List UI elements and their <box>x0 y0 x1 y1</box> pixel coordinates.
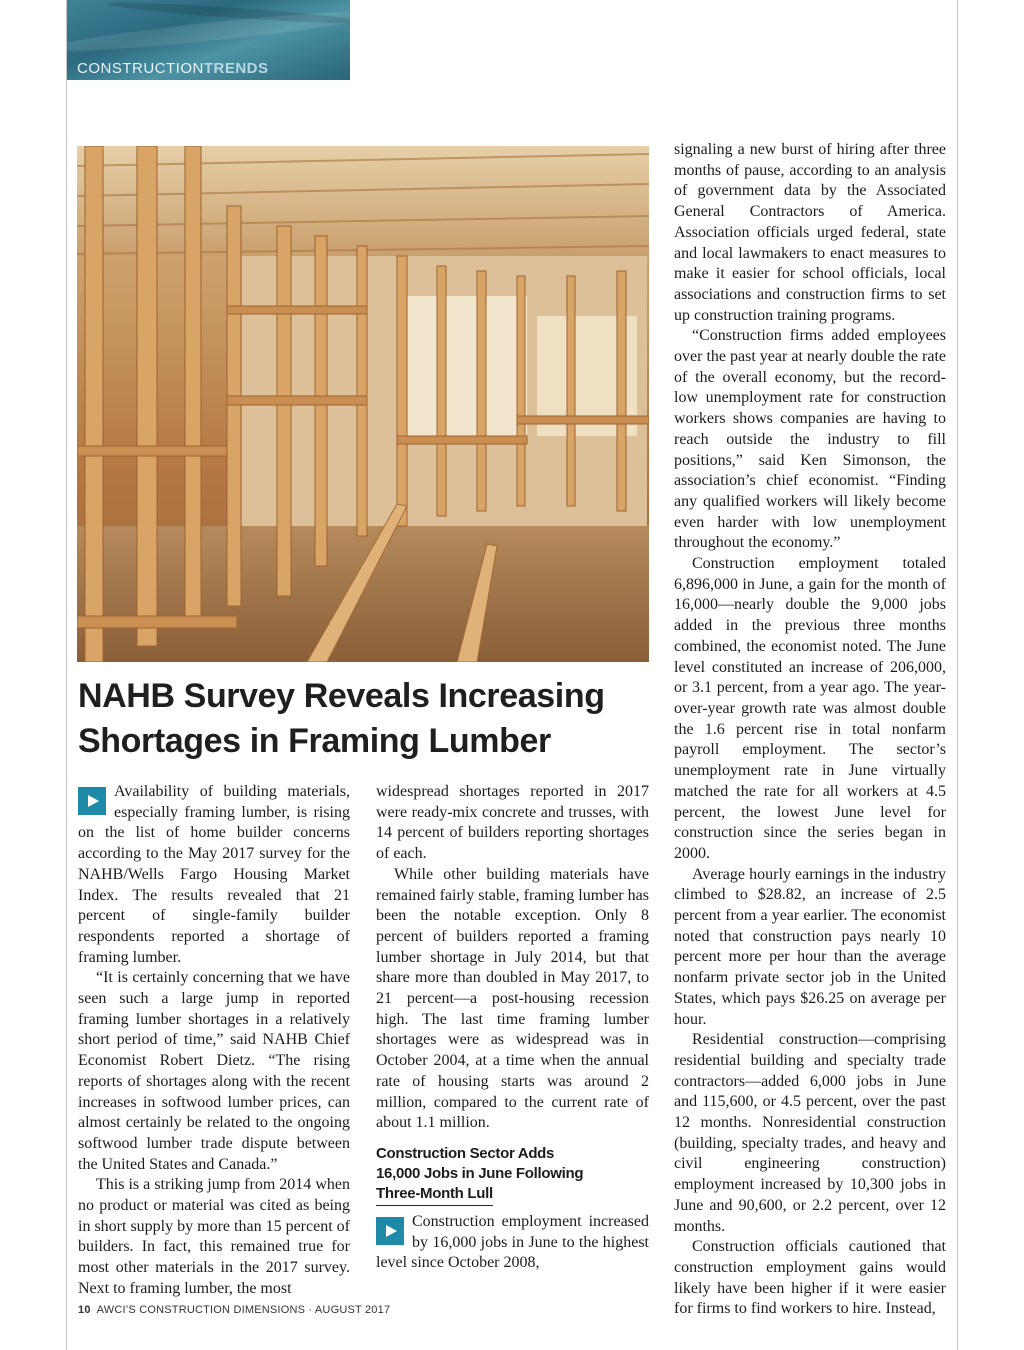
col3-paragraph-1: signaling a new burst of hiring after three months of pause, according to an analysis of government data by the Associated General Contractors of America. Association officials urged federal, state and local lawmakers to enact measures to make it easier for school officials, local associations and construction firms to set up construction training programs. <box>674 141 946 324</box>
col2-paragraph-1: widespread shortages reported in 2017 were ready-mix concrete and trusses, with 14 percent of builders reporting shortages of each. <box>376 783 649 863</box>
publication-line: AWCI’S CONSTRUCTION DIMENSIONS · AUGUST 2017 <box>96 1304 391 1316</box>
subhead-line-3: Three-Month Lull <box>376 1184 493 1206</box>
section-title-bold: TRENDS <box>203 60 269 77</box>
column-3 <box>674 140 946 1320</box>
play-icon <box>376 1217 404 1245</box>
subhead-line-2: 16,000 Jobs in June Following <box>376 1164 584 1182</box>
section-subhead <box>376 1144 649 1206</box>
col1-paragraph-3: This is a striking jump from 2014 when no product or material was cited as being in short supply by more than 15 percent of builders. In fact, this remained true for most other materials in the 2017 survey. Next to framing lumber, the most <box>78 1176 350 1297</box>
col3-paragraph-4: Average hourly earnings in the industry climbed to $28.82, an increase of 2.5 percent from a year earlier. The economist noted that construction pays nearly 10 percent more per hour than the average nonfarm private sector job in the United States, which pays $26.25 on average per hour. <box>674 865 946 1028</box>
section-title <box>77 60 269 78</box>
right-margin-rule <box>957 0 958 1350</box>
page-footer <box>78 1304 390 1316</box>
col1-paragraph-1: Availability of building materials, especially framing lumber, is rising on the list of home builder concerns according to the May 2017 survey for the NAHB/Wells Fargo Housing Market Index. The results revealed that 21 percent of single-family builder respondents reported a shortage of framing lumber. <box>78 783 350 966</box>
column-1 <box>78 782 350 1300</box>
article-headline: NAHB Survey Reveals Increasing Shortages in Framing Lumber <box>78 677 605 760</box>
col3-paragraph-5: Residential construction—comprising residential building and specialty trade contractors—added 6,000 jobs in June and 115,600, or 4.5 percent, over the past 12 months. Nonresidential construction (building, specialty trades, and heavy and civil engineering construction) employment increased by 10,300 jobs in June and 90,600, or 2.2 percent, over 12 months. <box>674 1031 946 1235</box>
left-margin-rule <box>66 0 67 1350</box>
col3-paragraph-6: Construction officials cautioned that construction employment gains would likely have been higher if it were easier for firms to find workers to hire. Instead, <box>674 1238 946 1318</box>
page-number: 10 <box>78 1304 91 1316</box>
col3-paragraph-2: “Construction firms added employees over the past year at nearly double the rate of the overall economy, but the record-low unemployment rate for construction workers shows companies are having to reach outside the industry to fill positions,” said Ken Simonson, the association’s chief economist. “Finding any qualified workers will likely become even harder with low unemployment throughout the economy.” <box>674 327 946 552</box>
col2-paragraph-3: Construction employment increased by 16,000 jobs in June to the highest level since October 2008, <box>376 1212 649 1272</box>
col2-paragraph-2: While other building materials have remained fairly stable, framing lumber has been the notable exception. Only 8 percent of builders reported a framing lumber shortage in July 2014, but that share more than doubled in May 2017, to 21 percent—a post-housing recession high. The last time framing lumber shortages were as widespread was in October 2004, at a time when the annual rate of housing starts was around 2 million, compared to the current rate of about 1.1 million. <box>376 865 649 1132</box>
col3-paragraph-3: Construction employment totaled 6,896,000 in June, a gain for the month of 16,000—nearly double the 9,000 jobs added in the previous three months combined, the economist noted. The June level constituted an increase of 206,000, or 3.1 percent, from a year ago. The year-over-year growth rate was almost double the 1.6 percent rise in total nonfarm payroll employment. The sector’s unemployment rate in June virtually matched the rate for all workers at 4.5 percent, the lowest June level for construction since the series began in 2000. <box>674 555 946 862</box>
col1-paragraph-2: “It is certainly concerning that we have seen such a large jump in reported framing lumber shortages in a relatively short period of time,” said NAHB Chief Economist Robert Dietz. “The rising reports of shortages along with the recent increases in softwood lumber prices, can almost certainly be related to the ongoing softwood lumber trade dispute between the United States and Canada.” <box>78 969 350 1173</box>
framing-photo <box>77 146 649 662</box>
section-title-light: CONSTRUCTION <box>77 60 204 77</box>
subhead-line-1: Construction Sector Adds <box>376 1144 555 1162</box>
play-icon <box>78 787 106 815</box>
column-2 <box>376 782 649 1274</box>
section-banner <box>67 0 350 80</box>
framing-photo-illustration <box>77 146 649 662</box>
